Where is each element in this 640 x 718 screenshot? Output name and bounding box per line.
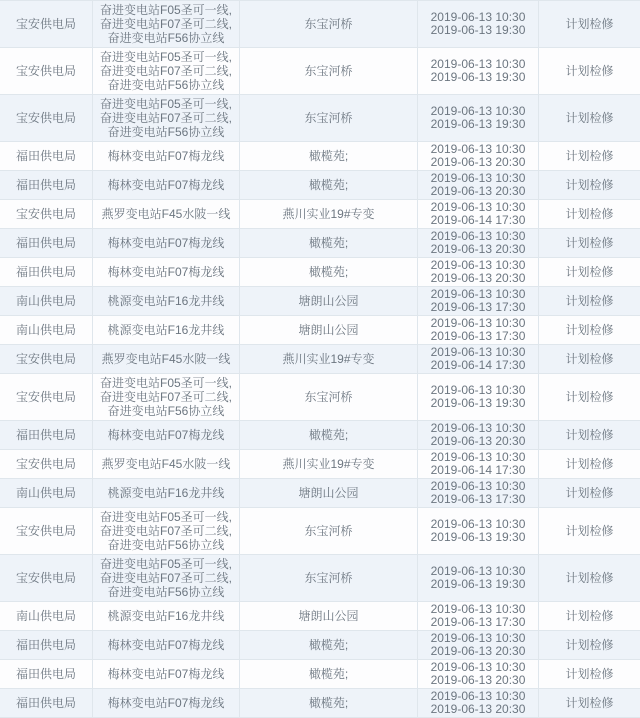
- bureau-label: 福田供电局: [15, 638, 76, 652]
- time-start-label: 2019-06-13 10:30: [430, 564, 526, 578]
- cell-line: [93, 602, 240, 630]
- cell-bureau: [0, 421, 93, 449]
- type-label: 计划检修: [565, 294, 614, 308]
- cell-location: [240, 258, 418, 286]
- location-label: 东宝河桥: [304, 571, 353, 585]
- cell-bureau: [0, 1, 93, 47]
- cell-type: [539, 421, 640, 449]
- cell-location: [240, 48, 418, 94]
- time-end-label: 2019-06-13 20:30: [430, 271, 526, 285]
- table-row: [0, 200, 640, 229]
- cell-location: [240, 200, 418, 228]
- type-label: 计划检修: [565, 149, 614, 163]
- cell-location: [240, 345, 418, 373]
- time-start-label: 2019-06-13 10:30: [430, 345, 526, 359]
- line-label: 奋进变电站F05圣可一线,奋进变电站F07圣可二线,奋进变电站F56协立线: [99, 97, 232, 139]
- cell-bureau: [0, 48, 93, 94]
- cell-time: [418, 421, 539, 449]
- type-label: 计划检修: [565, 265, 614, 279]
- time-end-label: 2019-06-14 17:30: [430, 358, 526, 372]
- cell-location: [240, 287, 418, 315]
- cell-type: [539, 171, 640, 199]
- line-label: 梅林变电站F07梅龙线: [107, 265, 225, 279]
- cell-type: [539, 345, 640, 373]
- time-end-label: 2019-06-13 17:30: [430, 492, 526, 506]
- cell-type: [539, 374, 640, 420]
- line-label: 桃源变电站F16龙井线: [107, 294, 225, 308]
- line-label: 梅林变电站F07梅龙线: [107, 428, 225, 442]
- cell-location: [240, 631, 418, 659]
- bureau-label: 宝安供电局: [15, 64, 76, 78]
- cell-line: [93, 142, 240, 170]
- table-row: [0, 631, 640, 660]
- cell-time: [418, 1, 539, 47]
- table-row: [0, 689, 640, 718]
- type-label: 计划检修: [565, 609, 614, 623]
- table-row: [0, 479, 640, 508]
- cell-time: [418, 48, 539, 94]
- time-end-label: 2019-06-13 20:30: [430, 242, 526, 256]
- cell-line: [93, 555, 240, 601]
- cell-type: [539, 258, 640, 286]
- cell-bureau: [0, 95, 93, 141]
- cell-bureau: [0, 200, 93, 228]
- cell-time: [418, 229, 539, 257]
- time-start-label: 2019-06-13 10:30: [430, 631, 526, 645]
- cell-bureau: [0, 479, 93, 507]
- location-label: 燕川实业19#专变: [282, 457, 375, 471]
- cell-location: [240, 229, 418, 257]
- cell-time: [418, 316, 539, 344]
- time-start-label: 2019-06-13 10:30: [430, 660, 526, 674]
- type-label: 计划检修: [565, 638, 614, 652]
- cell-bureau: [0, 631, 93, 659]
- bureau-label: 南山供电局: [15, 609, 76, 623]
- cell-time: [418, 602, 539, 630]
- cell-bureau: [0, 555, 93, 601]
- cell-type: [539, 316, 640, 344]
- line-label: 桃源变电站F16龙井线: [107, 323, 225, 337]
- bureau-label: 南山供电局: [15, 294, 76, 308]
- type-label: 计划检修: [565, 667, 614, 681]
- time-end-label: 2019-06-13 20:30: [430, 155, 526, 169]
- cell-location: [240, 374, 418, 420]
- cell-line: [93, 345, 240, 373]
- location-label: 橄榄苑;: [308, 428, 349, 442]
- cell-type: [539, 508, 640, 554]
- line-label: 梅林变电站F07梅龙线: [107, 638, 225, 652]
- bureau-label: 福田供电局: [15, 236, 76, 250]
- table-row: [0, 660, 640, 689]
- cell-location: [240, 95, 418, 141]
- cell-bureau: [0, 602, 93, 630]
- location-label: 塘朗山公园: [298, 609, 359, 623]
- location-label: 东宝河桥: [304, 524, 353, 538]
- bureau-label: 福田供电局: [15, 178, 76, 192]
- time-start-label: 2019-06-13 10:30: [430, 10, 526, 24]
- bureau-label: 南山供电局: [15, 486, 76, 500]
- location-label: 燕川实业19#专变: [282, 352, 375, 366]
- cell-bureau: [0, 229, 93, 257]
- time-start-label: 2019-06-13 10:30: [430, 258, 526, 272]
- time-start-label: 2019-06-13 10:30: [430, 287, 526, 301]
- time-end-label: 2019-06-13 20:30: [430, 434, 526, 448]
- cell-line: [93, 316, 240, 344]
- type-label: 计划检修: [565, 207, 614, 221]
- cell-type: [539, 450, 640, 478]
- time-end-label: 2019-06-13 17:30: [430, 615, 526, 629]
- cell-bureau: [0, 450, 93, 478]
- cell-time: [418, 689, 539, 717]
- cell-line: [93, 95, 240, 141]
- cell-line: [93, 374, 240, 420]
- bureau-label: 宝安供电局: [15, 524, 76, 538]
- bureau-label: 宝安供电局: [15, 457, 76, 471]
- bureau-label: 宝安供电局: [15, 571, 76, 585]
- cell-time: [418, 95, 539, 141]
- line-label: 燕罗变电站F45水陂一线: [101, 352, 231, 366]
- cell-line: [93, 258, 240, 286]
- time-end-label: 2019-06-14 17:30: [430, 213, 526, 227]
- cell-line: [93, 689, 240, 717]
- time-end-label: 2019-06-13 20:30: [430, 673, 526, 687]
- cell-location: [240, 171, 418, 199]
- time-start-label: 2019-06-13 10:30: [430, 142, 526, 156]
- cell-location: [240, 508, 418, 554]
- cell-time: [418, 345, 539, 373]
- time-start-label: 2019-06-13 10:30: [430, 602, 526, 616]
- cell-type: [539, 555, 640, 601]
- time-start-label: 2019-06-13 10:30: [430, 479, 526, 493]
- type-label: 计划检修: [565, 571, 614, 585]
- cell-time: [418, 555, 539, 601]
- cell-line: [93, 229, 240, 257]
- line-label: 燕罗变电站F45水陂一线: [101, 457, 231, 471]
- cell-location: [240, 421, 418, 449]
- time-start-label: 2019-06-13 10:30: [430, 229, 526, 243]
- cell-time: [418, 660, 539, 688]
- type-label: 计划检修: [565, 17, 614, 31]
- cell-time: [418, 508, 539, 554]
- cell-type: [539, 1, 640, 47]
- time-start-label: 2019-06-13 10:30: [430, 57, 526, 71]
- time-end-label: 2019-06-14 17:30: [430, 463, 526, 477]
- cell-bureau: [0, 345, 93, 373]
- time-end-label: 2019-06-13 19:30: [430, 70, 526, 84]
- bureau-label: 福田供电局: [15, 149, 76, 163]
- line-label: 梅林变电站F07梅龙线: [107, 667, 225, 681]
- time-end-label: 2019-06-13 17:30: [430, 329, 526, 343]
- cell-time: [418, 374, 539, 420]
- cell-type: [539, 660, 640, 688]
- table-row: [0, 258, 640, 287]
- cell-time: [418, 142, 539, 170]
- cell-time: [418, 200, 539, 228]
- time-start-label: 2019-06-13 10:30: [430, 104, 526, 118]
- bureau-label: 福田供电局: [15, 428, 76, 442]
- location-label: 橄榄苑;: [308, 178, 349, 192]
- line-label: 梅林变电站F07梅龙线: [107, 149, 225, 163]
- location-label: 燕川实业19#专变: [282, 207, 375, 221]
- cell-line: [93, 200, 240, 228]
- cell-type: [539, 287, 640, 315]
- table-row: [0, 229, 640, 258]
- type-label: 计划检修: [565, 696, 614, 710]
- location-label: 橄榄苑;: [308, 667, 349, 681]
- table-row: [0, 450, 640, 479]
- table-row: [0, 1, 640, 48]
- cell-line: [93, 660, 240, 688]
- bureau-label: 宝安供电局: [15, 352, 76, 366]
- cell-type: [539, 479, 640, 507]
- time-end-label: 2019-06-13 19:30: [430, 117, 526, 131]
- cell-location: [240, 450, 418, 478]
- type-label: 计划检修: [565, 390, 614, 404]
- table-row: [0, 171, 640, 200]
- cell-type: [539, 48, 640, 94]
- bureau-label: 福田供电局: [15, 696, 76, 710]
- time-end-label: 2019-06-13 19:30: [430, 577, 526, 591]
- table-row: [0, 602, 640, 631]
- cell-bureau: [0, 171, 93, 199]
- cell-type: [539, 200, 640, 228]
- cell-location: [240, 316, 418, 344]
- line-label: 梅林变电站F07梅龙线: [107, 696, 225, 710]
- location-label: 东宝河桥: [304, 17, 353, 31]
- cell-bureau: [0, 374, 93, 420]
- time-end-label: 2019-06-13 19:30: [430, 530, 526, 544]
- line-label: 奋进变电站F05圣可一线,奋进变电站F07圣可二线,奋进变电站F56协立线: [99, 557, 232, 599]
- cell-location: [240, 660, 418, 688]
- cell-bureau: [0, 508, 93, 554]
- table-row: [0, 142, 640, 171]
- time-start-label: 2019-06-13 10:30: [430, 200, 526, 214]
- location-label: 橄榄苑;: [308, 265, 349, 279]
- table-row: [0, 287, 640, 316]
- type-label: 计划检修: [565, 428, 614, 442]
- time-end-label: 2019-06-13 20:30: [430, 702, 526, 716]
- time-end-label: 2019-06-13 17:30: [430, 300, 526, 314]
- line-label: 桃源变电站F16龙井线: [107, 609, 225, 623]
- line-label: 奋进变电站F05圣可一线,奋进变电站F07圣可二线,奋进变电站F56协立线: [99, 50, 232, 92]
- cell-line: [93, 421, 240, 449]
- table-row: [0, 95, 640, 142]
- cell-type: [539, 142, 640, 170]
- cell-time: [418, 171, 539, 199]
- time-start-label: 2019-06-13 10:30: [430, 450, 526, 464]
- type-label: 计划检修: [565, 486, 614, 500]
- location-label: 东宝河桥: [304, 111, 353, 125]
- line-label: 梅林变电站F07梅龙线: [107, 236, 225, 250]
- cell-bureau: [0, 660, 93, 688]
- cell-type: [539, 229, 640, 257]
- location-label: 塘朗山公园: [298, 294, 359, 308]
- time-end-label: 2019-06-13 20:30: [430, 644, 526, 658]
- time-end-label: 2019-06-13 19:30: [430, 396, 526, 410]
- cell-location: [240, 479, 418, 507]
- location-label: 橄榄苑;: [308, 638, 349, 652]
- line-label: 桃源变电站F16龙井线: [107, 486, 225, 500]
- cell-type: [539, 602, 640, 630]
- type-label: 计划检修: [565, 457, 614, 471]
- location-label: 橄榄苑;: [308, 696, 349, 710]
- cell-bureau: [0, 689, 93, 717]
- table-row: [0, 421, 640, 450]
- cell-type: [539, 95, 640, 141]
- line-label: 梅林变电站F07梅龙线: [107, 178, 225, 192]
- table-row: [0, 345, 640, 374]
- table-row: [0, 555, 640, 602]
- cell-line: [93, 48, 240, 94]
- bureau-label: 福田供电局: [15, 667, 76, 681]
- type-label: 计划检修: [565, 64, 614, 78]
- cell-location: [240, 1, 418, 47]
- type-label: 计划检修: [565, 524, 614, 538]
- time-start-label: 2019-06-13 10:30: [430, 316, 526, 330]
- location-label: 橄榄苑;: [308, 236, 349, 250]
- time-start-label: 2019-06-13 10:30: [430, 689, 526, 703]
- cell-bureau: [0, 316, 93, 344]
- cell-line: [93, 479, 240, 507]
- cell-location: [240, 142, 418, 170]
- line-label: 燕罗变电站F45水陂一线: [101, 207, 231, 221]
- type-label: 计划检修: [565, 352, 614, 366]
- cell-time: [418, 631, 539, 659]
- cell-bureau: [0, 287, 93, 315]
- type-label: 计划检修: [565, 178, 614, 192]
- table-row: [0, 48, 640, 95]
- type-label: 计划检修: [565, 111, 614, 125]
- cell-location: [240, 555, 418, 601]
- location-label: 东宝河桥: [304, 64, 353, 78]
- time-end-label: 2019-06-13 19:30: [430, 23, 526, 37]
- time-start-label: 2019-06-13 10:30: [430, 421, 526, 435]
- time-end-label: 2019-06-13 20:30: [430, 184, 526, 198]
- cell-line: [93, 171, 240, 199]
- cell-location: [240, 602, 418, 630]
- time-start-label: 2019-06-13 10:30: [430, 517, 526, 531]
- cell-line: [93, 631, 240, 659]
- bureau-label: 南山供电局: [15, 323, 76, 337]
- table-row: [0, 316, 640, 345]
- line-label: 奋进变电站F05圣可一线,奋进变电站F07圣可二线,奋进变电站F56协立线: [99, 376, 232, 418]
- cell-time: [418, 450, 539, 478]
- cell-line: [93, 508, 240, 554]
- bureau-label: 宝安供电局: [15, 390, 76, 404]
- cell-bureau: [0, 258, 93, 286]
- table-row: [0, 374, 640, 421]
- type-label: 计划检修: [565, 236, 614, 250]
- location-label: 东宝河桥: [304, 390, 353, 404]
- cell-time: [418, 479, 539, 507]
- cell-line: [93, 450, 240, 478]
- cell-line: [93, 1, 240, 47]
- cell-time: [418, 287, 539, 315]
- location-label: 塘朗山公园: [298, 323, 359, 337]
- bureau-label: 宝安供电局: [15, 17, 76, 31]
- bureau-label: 宝安供电局: [15, 111, 76, 125]
- cell-type: [539, 689, 640, 717]
- cell-type: [539, 631, 640, 659]
- location-label: 橄榄苑;: [308, 149, 349, 163]
- line-label: 奋进变电站F05圣可一线,奋进变电站F07圣可二线,奋进变电站F56协立线: [99, 3, 232, 45]
- time-start-label: 2019-06-13 10:30: [430, 171, 526, 185]
- time-start-label: 2019-06-13 10:30: [430, 383, 526, 397]
- table-row: [0, 508, 640, 555]
- type-label: 计划检修: [565, 323, 614, 337]
- cell-bureau: [0, 142, 93, 170]
- bureau-label: 福田供电局: [15, 265, 76, 279]
- location-label: 塘朗山公园: [298, 486, 359, 500]
- cell-location: [240, 689, 418, 717]
- bureau-label: 宝安供电局: [15, 207, 76, 221]
- cell-time: [418, 258, 539, 286]
- cell-line: [93, 287, 240, 315]
- line-label: 奋进变电站F05圣可一线,奋进变电站F07圣可二线,奋进变电站F56协立线: [99, 510, 232, 552]
